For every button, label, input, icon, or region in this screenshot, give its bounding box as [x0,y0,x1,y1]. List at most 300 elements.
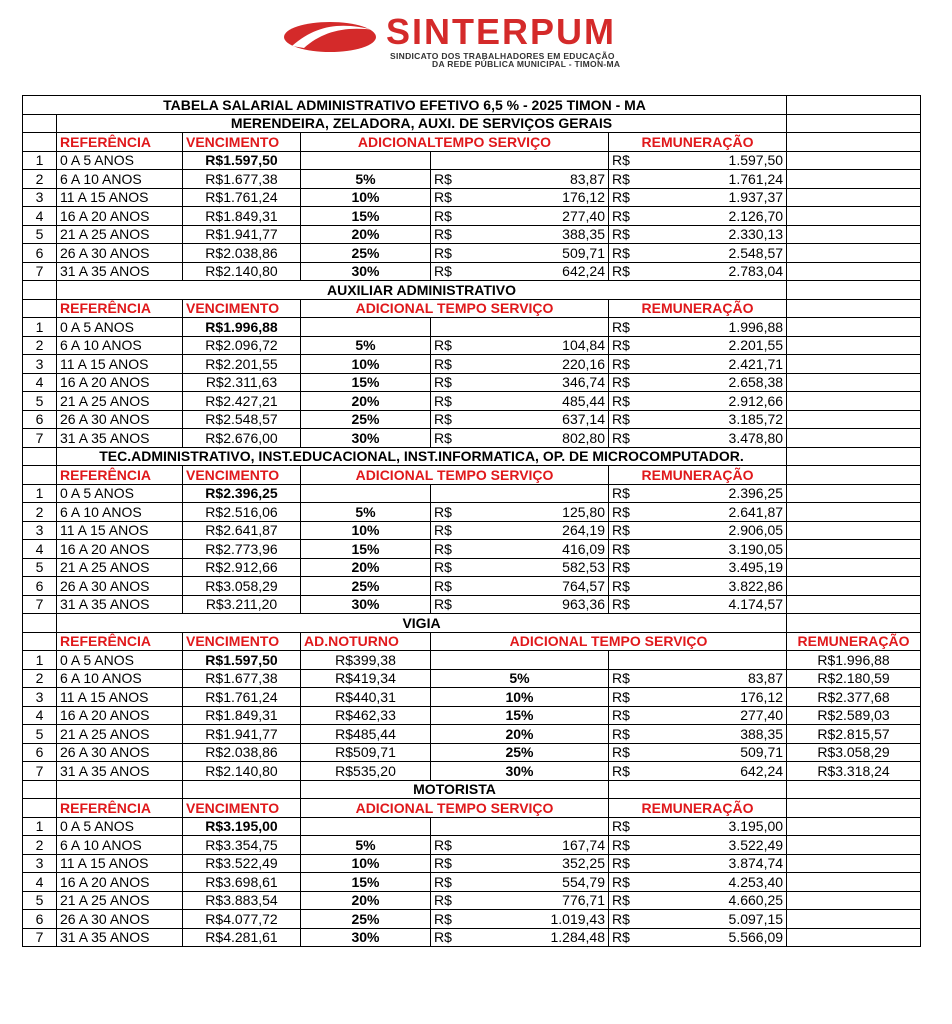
vencimento-cell: R$4.281,61 [183,928,301,947]
currency-symbol: R$ [434,244,452,261]
percent-cell: 20% [301,891,431,910]
adicional-cell-wrap [612,763,783,779]
row-number: 1 [23,151,57,170]
empty-cell [787,577,921,596]
table-row [23,521,921,540]
row-number: 4 [23,540,57,559]
currency-symbol: R$ [612,263,630,280]
vencimento-cell: R$2.038,86 [183,743,301,762]
vencimento-cell: R$2.140,80 [183,762,301,781]
remuneracao-cell [609,225,787,244]
table-row [23,891,921,910]
adicional-cell-wrap [434,245,605,261]
adicional-cell [431,170,609,189]
remuneracao-cell-value: 2.548,57 [728,244,784,261]
percent-cell: 10% [301,854,431,873]
empty-cell [787,817,921,836]
adicional-cell-value: 277,40 [562,207,605,224]
row-number: 3 [23,521,57,540]
percent-cell: 25% [301,577,431,596]
remuneracao-cell-value: 2.421,71 [728,355,784,372]
referencia-cell: 21 A 25 ANOS [57,725,183,744]
adicional-cell [431,873,609,892]
adicional-cell-wrap [434,356,605,372]
row-number: 7 [23,595,57,614]
currency-symbol: R$ [434,577,452,594]
adicional-cell-wrap [612,689,783,705]
currency-symbol: R$ [434,503,452,520]
vencimento-cell: R$3.522,49 [183,854,301,873]
referencia-cell: 16 A 20 ANOS [57,873,183,892]
salary-table-body [23,96,921,947]
remuneracao-cell [609,429,787,448]
percent-cell: 10% [301,355,431,374]
currency-symbol: R$ [612,374,630,391]
remuneracao-cell-value: 3.478,80 [728,429,784,446]
row-number: 2 [23,669,57,688]
adicional-cell [431,891,609,910]
remuneracao-cell [609,595,787,614]
referencia-cell: 26 A 30 ANOS [57,244,183,263]
remuneracao-cell-value: 2.906,05 [728,522,784,539]
adicional-cell-wrap [434,374,605,390]
table-row [23,262,921,281]
header-vencimento: VENCIMENTO [183,466,301,485]
row-number: 5 [23,225,57,244]
currency-symbol: R$ [612,411,630,428]
remuneracao-cell-wrap [612,356,783,372]
currency-symbol: R$ [612,503,630,520]
ad-noturno-cell: R$485,44 [301,725,431,744]
section-title: MOTORISTA [301,780,609,799]
adicional-cell-value: 642,24 [562,263,605,280]
empty-cell [183,780,301,799]
currency-symbol: R$ [434,337,452,354]
percent-cell: 10% [431,688,609,707]
currency-symbol: R$ [612,892,630,909]
row-number: 5 [23,558,57,577]
currency-symbol: R$ [612,522,630,539]
adicional-cell-wrap [434,929,605,945]
referencia-cell: 11 A 15 ANOS [57,188,183,207]
percent-cell: 25% [301,910,431,929]
referencia-cell: 11 A 15 ANOS [57,355,183,374]
currency-symbol: R$ [434,189,452,206]
table-row [23,706,921,725]
percent-cell: 5% [301,836,431,855]
table-row [23,688,921,707]
table-row [23,577,921,596]
header-remuneracao: REMUNERAÇÃO [787,632,921,651]
remuneracao-cell [609,244,787,263]
referencia-cell: 31 A 35 ANOS [57,429,183,448]
row-number: 2 [23,836,57,855]
logo-mark-icon [282,16,382,56]
remuneracao-cell-value: 1.761,24 [728,170,784,187]
remuneracao-cell [609,262,787,281]
empty-cell [787,595,921,614]
header-ad-noturno: AD.NOTURNO [301,632,431,651]
adicional-cell-value: 554,79 [562,873,605,890]
adicional-cell-wrap [434,208,605,224]
table-row [23,373,921,392]
adicional-cell [431,373,609,392]
referencia-cell: 0 A 5 ANOS [57,484,183,503]
vencimento-cell: R$2.516,06 [183,503,301,522]
empty-cell [787,96,921,115]
remuneracao-cell-value: 2.658,38 [728,374,784,391]
empty-cell [23,133,57,152]
adicional-cell [431,540,609,559]
empty-cell [787,244,921,263]
remuneracao-cell [609,854,787,873]
percent-cell: 20% [301,558,431,577]
empty-cell [787,484,921,503]
adicional-cell-value: 125,80 [562,503,605,520]
adicional-cell [431,355,609,374]
section-header-row [23,299,921,318]
adicional-cell [431,595,609,614]
remuneracao-cell-value: 3.495,19 [728,559,784,576]
currency-symbol: R$ [612,670,630,687]
empty-cell [787,873,921,892]
referencia-cell: 0 A 5 ANOS [57,151,183,170]
adicional-cell-value: 802,80 [562,429,605,446]
section-title: VIGIA [57,614,787,633]
remuneracao-cell [609,410,787,429]
adicional-cell [431,558,609,577]
adicional-cell [431,484,609,503]
section-title-row [23,614,921,633]
ad-noturno-cell: R$419,34 [301,669,431,688]
remuneracao-cell-wrap [612,504,783,520]
vencimento-cell: R$3.058,29 [183,577,301,596]
section-title-row [23,281,921,300]
table-row [23,910,921,929]
referencia-cell: 11 A 15 ANOS [57,688,183,707]
currency-symbol: R$ [612,818,630,835]
empty-cell [787,318,921,337]
adicional-cell [431,910,609,929]
currency-symbol: R$ [434,596,452,613]
vencimento-cell: R$2.773,96 [183,540,301,559]
table-title-row [23,96,921,115]
adicional-cell-wrap [612,744,783,760]
currency-symbol: R$ [434,374,452,391]
remuneracao-cell [609,151,787,170]
row-number: 2 [23,336,57,355]
adicional-cell [431,336,609,355]
remuneracao-cell [609,170,787,189]
adicional-cell-wrap [434,855,605,871]
remuneracao-cell-value: 2.783,04 [728,263,784,280]
empty-cell [23,780,57,799]
table-row [23,873,921,892]
remuneracao-cell-wrap [612,929,783,945]
adicional-cell-value: 277,40 [740,707,784,724]
adicional-cell [431,262,609,281]
adicional-cell-wrap [612,707,783,723]
remuneracao-cell-value: 1.597,50 [728,152,784,169]
adicional-cell [431,521,609,540]
remuneracao-cell-wrap [612,541,783,557]
adicional-cell [431,503,609,522]
adicional-cell-value: 776,71 [562,892,605,909]
empty-cell [787,540,921,559]
vencimento-cell: R$2.427,21 [183,392,301,411]
row-number: 4 [23,873,57,892]
currency-symbol: R$ [612,170,630,187]
remuneracao-cell-value: 3.522,49 [728,836,784,853]
referencia-cell: 21 A 25 ANOS [57,891,183,910]
row-number: 3 [23,854,57,873]
vencimento-cell: R$1.849,31 [183,706,301,725]
percent-cell: 25% [301,410,431,429]
table-row [23,743,921,762]
currency-symbol: R$ [612,355,630,372]
percent-cell: 25% [431,743,609,762]
remuneracao-cell-wrap [612,578,783,594]
referencia-cell: 31 A 35 ANOS [57,595,183,614]
remuneracao-cell-value: 2.641,87 [728,503,784,520]
table-row [23,336,921,355]
referencia-cell: 6 A 10 ANOS [57,336,183,355]
percent-cell [301,484,431,503]
empty-cell [57,780,183,799]
table-row [23,392,921,411]
vencimento-cell: R$2.311,63 [183,373,301,392]
percent-cell: 15% [301,873,431,892]
section-title: TEC.ADMINISTRATIVO, INST.EDUCACIONAL, INST.INFORMATICA, OP. DE MICROCOMPUTADOR. [57,447,787,466]
remuneracao-cell-wrap [612,411,783,427]
remuneracao-cell-value: 3.190,05 [728,540,784,557]
adicional-cell-value: 352,25 [562,855,605,872]
remuneracao-cell: R$2.377,68 [787,688,921,707]
empty-cell [787,133,921,152]
row-number: 6 [23,910,57,929]
empty-cell [23,614,57,633]
empty-cell [787,614,921,633]
vencimento-cell: R$1.597,50 [183,151,301,170]
adicional-cell [609,706,787,725]
referencia-cell: 21 A 25 ANOS [57,392,183,411]
header-referencia: REFERÊNCIA [57,133,183,152]
remuneracao-cell-wrap [612,874,783,890]
percent-cell: 30% [301,928,431,947]
empty-cell [23,281,57,300]
adicional-cell [431,392,609,411]
remuneracao-cell-wrap [612,226,783,242]
row-number: 4 [23,706,57,725]
vencimento-cell: R$3.354,75 [183,836,301,855]
currency-symbol: R$ [612,929,630,946]
header-remuneracao: REMUNERAÇÃO [609,133,787,152]
empty-cell [787,355,921,374]
section-title: MERENDEIRA, ZELADORA, AUXI. DE SERVIÇOS GERAIS [57,114,787,133]
adicional-cell-wrap [612,726,783,742]
adicional-cell-wrap [434,337,605,353]
table-row [23,151,921,170]
adicional-cell-wrap [434,393,605,409]
table-row [23,540,921,559]
table-row [23,928,921,947]
vencimento-cell: R$2.912,66 [183,558,301,577]
adicional-cell [431,225,609,244]
remuneracao-cell [609,836,787,855]
empty-cell [787,521,921,540]
remuneracao-cell-wrap [612,319,783,335]
table-row [23,762,921,781]
header-vencimento: VENCIMENTO [183,799,301,818]
adicional-cell [431,188,609,207]
adicional-cell-wrap [434,430,605,446]
percent-cell: 5% [301,170,431,189]
table-row [23,484,921,503]
vencimento-cell: R$1.849,31 [183,207,301,226]
remuneracao-cell: R$3.058,29 [787,743,921,762]
table-row [23,244,921,263]
remuneracao-cell [609,355,787,374]
empty-cell [787,910,921,929]
table-row [23,558,921,577]
adicional-cell-wrap [434,559,605,575]
vencimento-cell: R$2.201,55 [183,355,301,374]
adicional-cell-wrap [434,522,605,538]
remuneracao-cell: R$3.318,24 [787,762,921,781]
table-row [23,595,921,614]
header-vencimento: VENCIMENTO [183,299,301,318]
remuneracao-cell [609,558,787,577]
empty-cell [787,891,921,910]
vencimento-cell: R$3.195,00 [183,817,301,836]
adicional-cell-value: 167,74 [562,836,605,853]
empty-cell [787,207,921,226]
empty-cell [787,558,921,577]
remuneracao-cell-value: 4.174,57 [728,596,784,613]
remuneracao-cell [609,817,787,836]
row-number: 1 [23,318,57,337]
adicional-cell [609,743,787,762]
empty-cell [787,429,921,448]
adicional-cell [609,669,787,688]
empty-cell [787,780,921,799]
percent-cell: 20% [431,725,609,744]
adicional-cell-value: 176,12 [562,189,605,206]
currency-symbol: R$ [612,596,630,613]
remuneracao-cell [609,207,787,226]
currency-symbol: R$ [434,910,452,927]
section-title-row [23,780,921,799]
currency-symbol: R$ [434,522,452,539]
remuneracao-cell-wrap [612,818,783,834]
ad-noturno-cell: R$399,38 [301,651,431,670]
row-number: 2 [23,503,57,522]
remuneracao-cell [609,891,787,910]
remuneracao-cell [609,318,787,337]
header-referencia: REFERÊNCIA [57,799,183,818]
adicional-cell [609,725,787,744]
adicional-cell-value: 220,16 [562,355,605,372]
referencia-cell: 0 A 5 ANOS [57,318,183,337]
remuneracao-cell-wrap [612,393,783,409]
referencia-cell: 6 A 10 ANOS [57,170,183,189]
remuneracao-cell [609,873,787,892]
header-adicional: ADICIONALTEMPO SERVIÇO [301,133,609,152]
adicional-cell-value: 83,87 [569,170,605,187]
currency-symbol: R$ [434,929,452,946]
percent-cell: 15% [301,207,431,226]
brand-name: SINTERPUM [386,11,617,52]
adicional-cell-wrap [434,596,605,612]
remuneracao-cell-wrap [612,337,783,353]
table-row [23,429,921,448]
remuneracao-cell-value: 1.937,37 [728,189,784,206]
referencia-cell: 16 A 20 ANOS [57,373,183,392]
remuneracao-cell-value: 4.253,40 [728,873,784,890]
currency-symbol: R$ [612,873,630,890]
percent-cell: 15% [301,373,431,392]
referencia-cell: 11 A 15 ANOS [57,521,183,540]
table-row [23,207,921,226]
adicional-cell-value: 582,53 [562,559,605,576]
currency-symbol: R$ [434,207,452,224]
remuneracao-cell-wrap [612,263,783,279]
vencimento-cell: R$2.548,57 [183,410,301,429]
currency-symbol: R$ [612,244,630,261]
vencimento-cell: R$1.941,77 [183,725,301,744]
vencimento-cell: R$3.698,61 [183,873,301,892]
ad-noturno-cell: R$462,33 [301,706,431,725]
currency-symbol: R$ [612,725,630,742]
remuneracao-cell-wrap [612,522,783,538]
currency-symbol: R$ [434,226,452,243]
ad-noturno-cell: R$509,71 [301,743,431,762]
percent-cell: 30% [301,262,431,281]
currency-symbol: R$ [612,577,630,594]
remuneracao-cell: R$2.589,03 [787,706,921,725]
vencimento-cell: R$1.677,38 [183,170,301,189]
vencimento-cell: R$1.761,24 [183,188,301,207]
adicional-cell-value: 416,09 [562,540,605,557]
row-number: 6 [23,743,57,762]
remuneracao-cell-value: 3.874,74 [728,855,784,872]
remuneracao-cell-wrap [612,245,783,261]
vencimento-cell: R$1.996,88 [183,318,301,337]
currency-symbol: R$ [612,189,630,206]
adicional-cell-value: 1.019,43 [550,910,605,927]
section-header-row [23,466,921,485]
remuneracao-cell-wrap [612,152,783,168]
remuneracao-cell-wrap [612,374,783,390]
header-referencia: REFERÊNCIA [57,299,183,318]
currency-symbol: R$ [612,910,630,927]
remuneracao-cell-value: 2.126,70 [728,207,784,224]
row-number: 3 [23,688,57,707]
empty-cell [23,632,57,651]
header-referencia: REFERÊNCIA [57,466,183,485]
row-number: 3 [23,355,57,374]
row-number: 1 [23,651,57,670]
table-row [23,651,921,670]
empty-cell [787,225,921,244]
referencia-cell: 11 A 15 ANOS [57,854,183,873]
currency-symbol: R$ [434,355,452,372]
empty-cell [787,854,921,873]
currency-symbol: R$ [612,318,630,335]
remuneracao-cell-wrap [612,855,783,871]
empty-cell [787,410,921,429]
adicional-cell-wrap [434,226,605,242]
